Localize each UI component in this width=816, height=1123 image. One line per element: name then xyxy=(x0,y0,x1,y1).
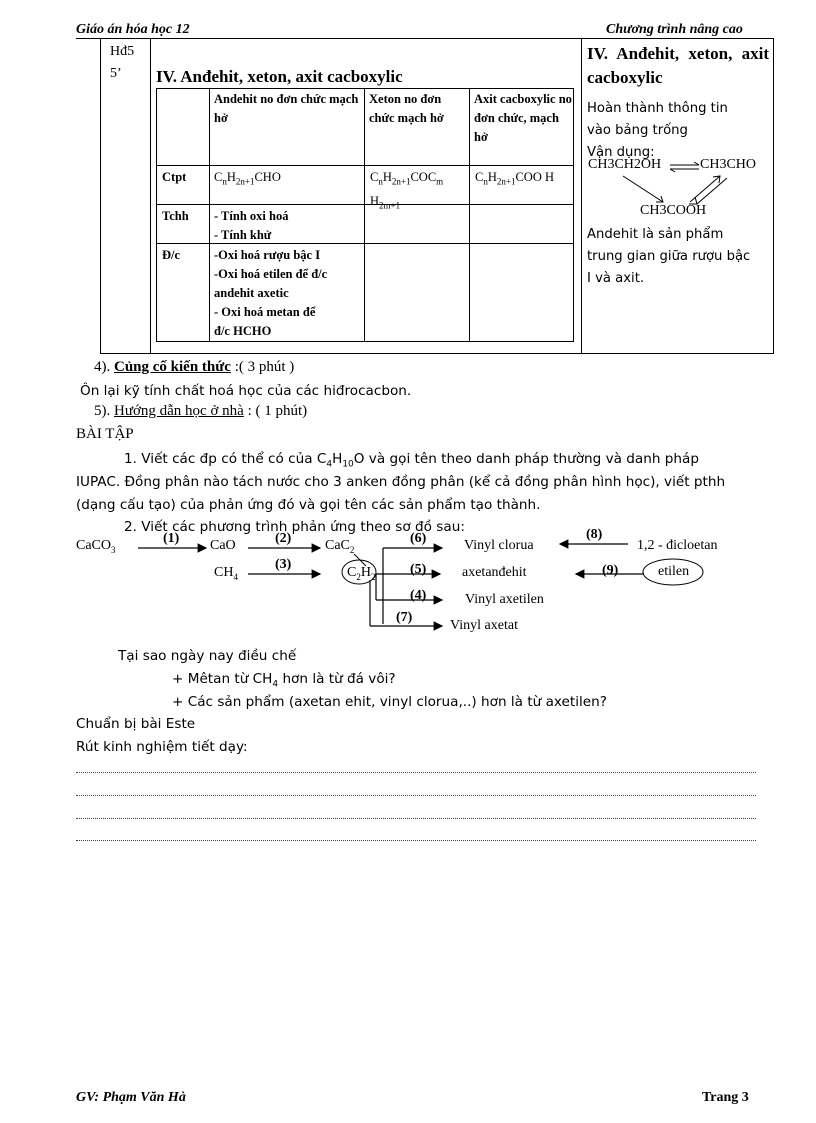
q1-line-1: 1. Viết các đp có thể có của $C_4H_{10}O$ và gọi tên theo danh pháp thường và danh pháp xyxy=(124,451,700,470)
scheme-ch4: $CH_4$ xyxy=(214,565,238,582)
scheme-etilen: etilen xyxy=(658,564,690,579)
scheme-cao: CaO xyxy=(210,538,236,553)
side-conclusion xyxy=(587,224,767,290)
inner-row-1 xyxy=(156,165,574,166)
scheme-vinyl-axetilen: Vinyl axetilen xyxy=(465,592,544,607)
dc-line-5: đ/c HCHO xyxy=(214,324,272,338)
formula-ketone: $C_nH_{2n+1}COC_m$ $H_{2m+1}$ xyxy=(370,170,444,210)
why-question: Tại sao ngày nay điều chế xyxy=(118,648,297,664)
step-8: (8) xyxy=(586,527,603,542)
dc-line-4: - Oxi hoá metan để xyxy=(214,305,316,319)
activity-name: Hđ5 xyxy=(110,44,135,59)
scheme-vinyl-clorua: Vinyl clorua xyxy=(464,538,534,553)
side-scheme-c: CH3COOH xyxy=(640,203,707,218)
inner-col-3 xyxy=(469,88,470,342)
q1-line-2: IUPAC. Đồng phân nào tách nước cho 3 anken đồng phân (kể cả đồng phân hình học), viết pthh xyxy=(76,474,726,490)
side-conclusion-1: Andehit là sản phẩm xyxy=(587,227,724,242)
homework-heading xyxy=(94,403,307,420)
consolidation-text: Ôn lại kỹ tính chất hoá học của các hiđrocacbon. xyxy=(80,383,412,399)
inner-col-2 xyxy=(364,88,365,342)
inner-col-1 xyxy=(209,88,210,342)
scheme-caco3: CaCO$_3$ xyxy=(76,538,116,555)
q2-text: 2. Viết các phương trình phản ứng theo sơ đồ sau: xyxy=(124,519,465,535)
tchh-line-1: - Tính oxi hoá xyxy=(214,209,289,223)
scheme-c2h2: $C_2H_2$ xyxy=(347,565,376,582)
homework-time: : ( 1 phút) xyxy=(247,403,308,419)
section-title: IV. Anđehit, xeton, axit cacboxylic xyxy=(156,67,403,86)
tchh-line-2: - Tính khử xyxy=(214,228,272,242)
footer-page: Trang 3 xyxy=(702,1090,749,1105)
header-left: Giáo án hóa học 12 xyxy=(76,22,190,37)
experience-label: Rút kinh nghiệm tiết dạy: xyxy=(76,739,248,755)
side-scheme-b: CH3CHO xyxy=(700,157,757,172)
step-4: (4) xyxy=(410,588,427,603)
prepare-text: Chuẩn bị bài Este xyxy=(76,716,196,732)
scheme-dicloetan: 1,2 - đicloetan xyxy=(637,538,718,553)
step-1: (1) xyxy=(163,531,180,546)
dotted-line-4 xyxy=(76,840,756,841)
row-label-tchh: Tchh xyxy=(162,209,189,223)
side-line-1: Hoàn thành thông tin xyxy=(587,101,728,116)
dotted-line-1 xyxy=(76,772,756,773)
side-line-3: Vận dụng: xyxy=(587,145,655,160)
formula-acid: $C_nH_{2n+1}COO$ H xyxy=(475,170,554,187)
header-ketone: Xeton no đơn chức mạch hở xyxy=(369,92,444,125)
col-divider-1 xyxy=(150,38,151,354)
consolidation-heading xyxy=(94,359,294,376)
inner-row-2 xyxy=(156,204,574,205)
exercises-heading: BÀI TẬP xyxy=(76,426,134,442)
q1-line-3: (dạng cấu tạo) của phản ứng đó và gọi tên các sản phẩm tạo thành. xyxy=(76,497,541,513)
row-label-ctpt: Ctpt xyxy=(162,170,187,184)
why-item-2: + Các sản phẩm (axetan ehit, vinyl clorua,..) hơn là từ axetilen? xyxy=(172,694,607,710)
side-line-2: vào bảng trống xyxy=(587,123,688,138)
col-divider-2 xyxy=(581,38,582,354)
side-conclusion-3: I và axit. xyxy=(587,271,645,286)
step-9: (9) xyxy=(602,563,619,578)
consolidation-title: Củng cố kiến thức xyxy=(114,359,231,375)
header-right: Chương trình nâng cao xyxy=(606,22,743,37)
consolidation-time: :( 3 phút ) xyxy=(234,359,295,375)
scheme-cac2: CaC$_2$ xyxy=(325,538,355,555)
footer-teacher: GV: Phạm Văn Hà xyxy=(76,1090,186,1105)
side-title: IV. Anđehit, xeton, axit cacboxylic xyxy=(587,44,769,87)
step-3: (3) xyxy=(275,557,292,572)
scheme-axetandehit: axetanđehit xyxy=(462,565,527,580)
side-conclusion-2: trung gian giữa rượu bậc xyxy=(587,249,751,264)
dotted-line-3 xyxy=(76,818,756,819)
homework-number: 5). xyxy=(94,403,111,419)
side-scheme-a: CH3CH2OH xyxy=(588,157,662,172)
dc-line-1: -Oxi hoá rượu bậc I xyxy=(214,248,321,262)
activity-duration: 5’ xyxy=(110,66,122,81)
formula-aldehyde: $C_nH_{2n+1}CHO$ xyxy=(214,170,281,187)
homework-title: Hướng dẫn học ở nhà xyxy=(114,403,244,419)
header-acid: Axit cacboxylic no đơn chức, mạch hở xyxy=(474,92,572,144)
scheme-vinyl-axetat: Vinyl axetat xyxy=(450,618,518,633)
step-6: (6) xyxy=(410,531,427,546)
step-2: (2) xyxy=(275,531,292,546)
why-item-1: + Mêtan từ $CH_4$ hơn là từ đá vôi? xyxy=(172,671,396,690)
dotted-line-2 xyxy=(76,795,756,796)
dc-line-2: -Oxi hoá etilen để đ/c xyxy=(214,267,328,281)
step-5: (5) xyxy=(410,562,427,577)
dc-line-3: andehit axetic xyxy=(214,286,289,300)
header-aldehyde: Andehit no đơn chức mạch hở xyxy=(214,92,359,125)
step-7: (7) xyxy=(396,610,413,625)
consolidation-number: 4). xyxy=(94,359,111,375)
row-label-dc: Đ/c xyxy=(162,248,181,262)
